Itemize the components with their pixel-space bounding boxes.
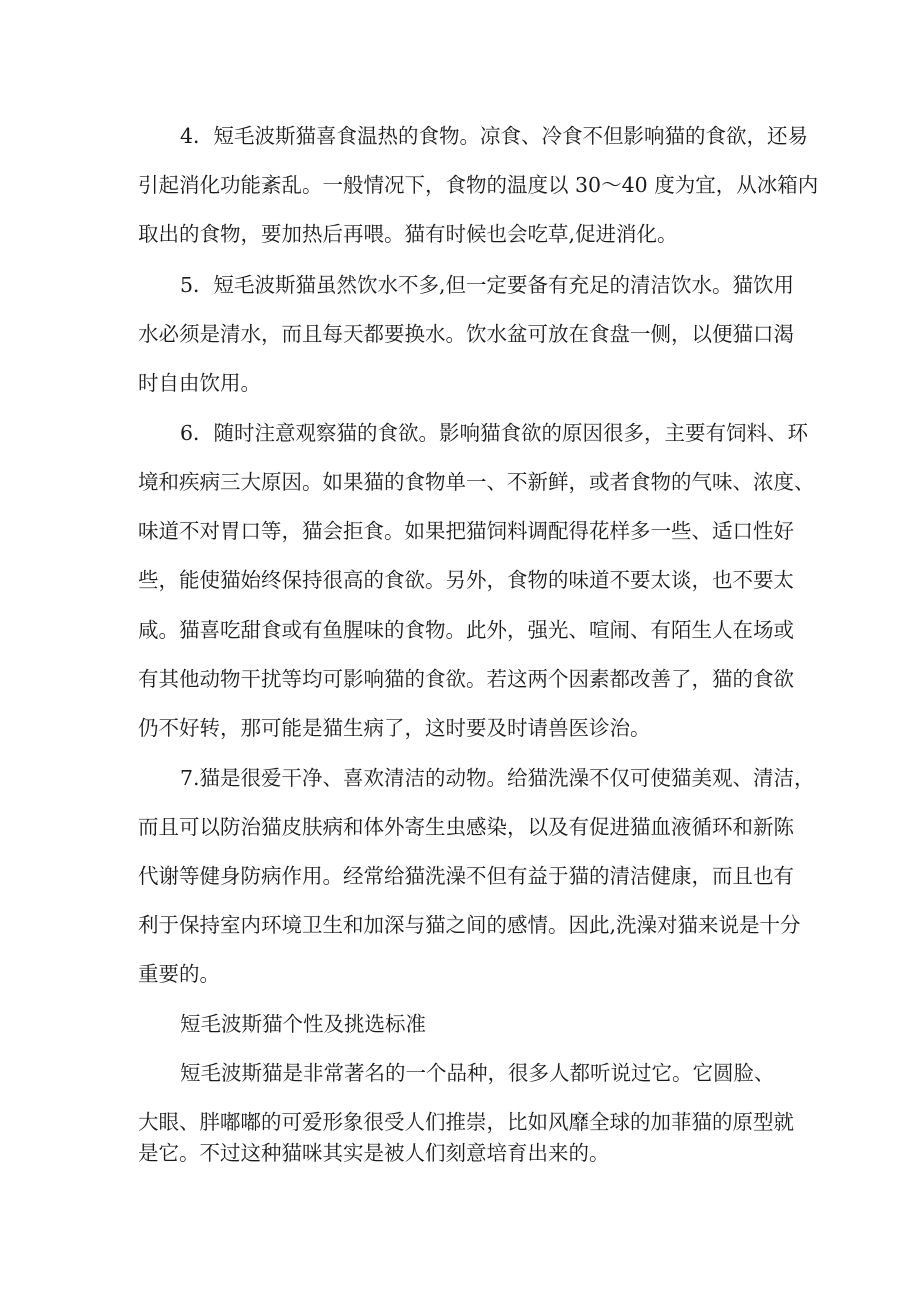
- paragraph-4-line-1: 4．短毛波斯猫喜食温热的食物。凉食、冷食不但影响猫的食欲，还易: [180, 124, 809, 148]
- paragraph-4-line-3: 取出的食物，要加热后再喂。猫有时候也会吃草,促进消化。: [138, 222, 678, 246]
- paragraph-7-line-4: 利于保持室内环境卫生和加深与猫之间的感情。因此,洗澡对猫来说是十分: [138, 913, 801, 937]
- paragraph-6-line-6: 有其他动物干扰等均可影响猫的食欲。若这两个因素都改善了，猫的食欲: [138, 667, 794, 691]
- paragraph-6-line-1: 6．随时注意观察猫的食欲。影响猫食欲的原因很多，主要有饲料、环: [180, 421, 809, 445]
- intro-line-3: 是它。不过这种猫咪其实是被人们刻意培育出来的。: [138, 1141, 610, 1165]
- paragraph-6-line-7: 仍不好转，那可能是猫生病了，这时要及时请兽医诊治。: [138, 716, 651, 740]
- paragraph-6-line-5: 咸。猫喜吃甜食或有鱼腥味的食物。此外，强光、喧闹、有陌生人在场或: [138, 618, 794, 642]
- section-heading: 短毛波斯猫个性及挑选标准: [180, 1012, 426, 1036]
- paragraph-5-line-3: 时自由饮用。: [138, 371, 261, 395]
- paragraph-4-line-2: 引起消化功能紊乱。一般情况下，食物的温度以 30～40 度为宜，从冰箱内: [138, 173, 819, 197]
- paragraph-7-line-2: 而且可以防治猫皮肤病和体外寄生虫感染，以及有促进猫血液循环和新陈: [138, 815, 794, 839]
- paragraph-7-line-1: 7.猫是很爱干净、喜欢清洁的动物。给猫洗澡不仅可使猫美观、清洁，: [180, 766, 815, 790]
- paragraph-6-line-4: 些，能使猫始终保持很高的食欲。另外，食物的味道不要太谈，也不要太: [138, 568, 794, 592]
- paragraph-5-line-1: 5．短毛波斯猫虽然饮水不多,但一定要备有充足的清洁饮水。猫饮用: [180, 273, 795, 297]
- paragraph-5-line-2: 水必须是清水，而且每天都要换水。饮水盆可放在食盘一侧，以便猫口渴: [138, 322, 794, 346]
- paragraph-7-line-3: 代谢等健身防病作用。经常给猫洗澡不但有益于猫的清洁健康，而且也有: [138, 864, 794, 888]
- paragraph-6-line-3: 味道不对胃口等，猫会拒食。如果把猫饲料调配得花样多一些、适口性好: [138, 519, 794, 543]
- intro-line-1: 短毛波斯猫是非常著名的一个品种，很多人都听说过它。它圆脸、: [180, 1061, 775, 1085]
- paragraph-6-line-2: 境和疾病三大原因。如果猫的食物单一、不新鲜，或者食物的气味、浓度、: [138, 470, 815, 494]
- paragraph-7-line-5: 重要的。: [138, 962, 220, 986]
- intro-line-2: 大眼、胖嘟嘟的可爱形象很受人们推崇，比如风靡全球的加菲猫的原型就: [138, 1110, 794, 1134]
